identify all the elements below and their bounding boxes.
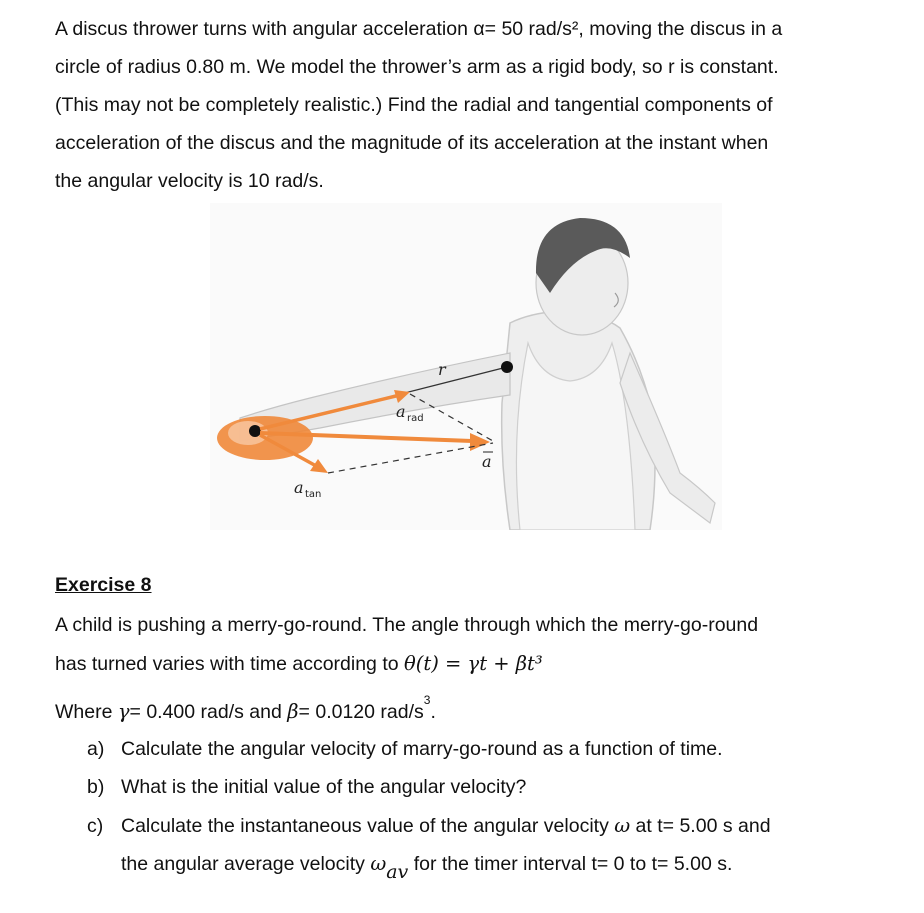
exercise-line-3 — [55, 693, 436, 724]
line3-sup: 3 — [423, 693, 431, 707]
item-c-line2-post: for the timer interval t= 0 to t= 5.00 s. — [408, 853, 733, 875]
theta-formula: θ(t) = γt + βt³ — [404, 652, 543, 675]
discus-thrower-figure — [210, 203, 722, 530]
line3-mid: = 0.400 rad/s and — [129, 701, 288, 723]
problem-line-2: circle of radius 0.80 m. We model the thrower’s arm as a rigid body, so r is constant. — [55, 56, 779, 78]
list-marker-c: c) — [87, 815, 104, 837]
list-text-b: What is the initial value of the angular velocity? — [121, 776, 527, 798]
exercise-line-2 — [55, 652, 543, 676]
item-c-line2-pre: the angular average velocity — [121, 853, 371, 875]
gamma-symbol: γ — [117, 700, 130, 723]
list-item-c-continued — [121, 852, 733, 883]
omega-symbol: ω — [614, 814, 631, 837]
line3-end: . — [430, 701, 436, 723]
exercise-line-2-text: has turned varies with time according to — [55, 653, 405, 675]
problem-line-4: acceleration of the discus and the magnitude of its acceleration at the instant when — [55, 132, 769, 154]
list-text-c-post: at t= 5.00 s and — [630, 815, 771, 837]
omega-av-sub: av — [386, 861, 409, 883]
line3-post: = 0.0120 rad/s — [298, 701, 424, 723]
beta-symbol: β — [287, 700, 299, 723]
problem-line-1: A discus thrower turns with angular acceleration α= 50 rad/s², moving the discus in a — [55, 18, 783, 40]
exercise-line-1: A child is pushing a merry-go-round. The angle through which the merry-go-round — [55, 614, 759, 636]
omega-av-symbol: ω — [370, 852, 387, 875]
list-marker-a: a) — [87, 738, 105, 760]
label-atan: a — [294, 478, 304, 497]
label-r: r — [438, 360, 446, 379]
list-item-a — [87, 738, 723, 761]
problem-paragraph — [55, 10, 875, 200]
list-item-b — [87, 776, 526, 799]
label-arad: a — [396, 402, 406, 421]
line3-pre: Where — [55, 701, 118, 723]
discus-center-dot — [249, 425, 261, 437]
label-arad-sub: rad — [407, 413, 424, 424]
list-marker-b: b) — [87, 776, 105, 798]
problem-line-3: (This may not be completely realistic.) Find the radial and tangential components of — [55, 94, 773, 116]
list-text-a: Calculate the angular velocity of marry-go-round as a function of time. — [121, 738, 723, 760]
label-atan-sub: tan — [305, 489, 322, 500]
label-a: a — [482, 452, 492, 471]
exercise-heading: Exercise 8 — [55, 574, 152, 596]
list-text-c-pre: Calculate the instantaneous value of the angular velocity — [121, 815, 615, 837]
shoulder-pivot-dot — [501, 361, 513, 373]
list-item-c — [87, 814, 771, 838]
problem-line-5: the angular velocity is 10 rad/s. — [55, 170, 324, 192]
